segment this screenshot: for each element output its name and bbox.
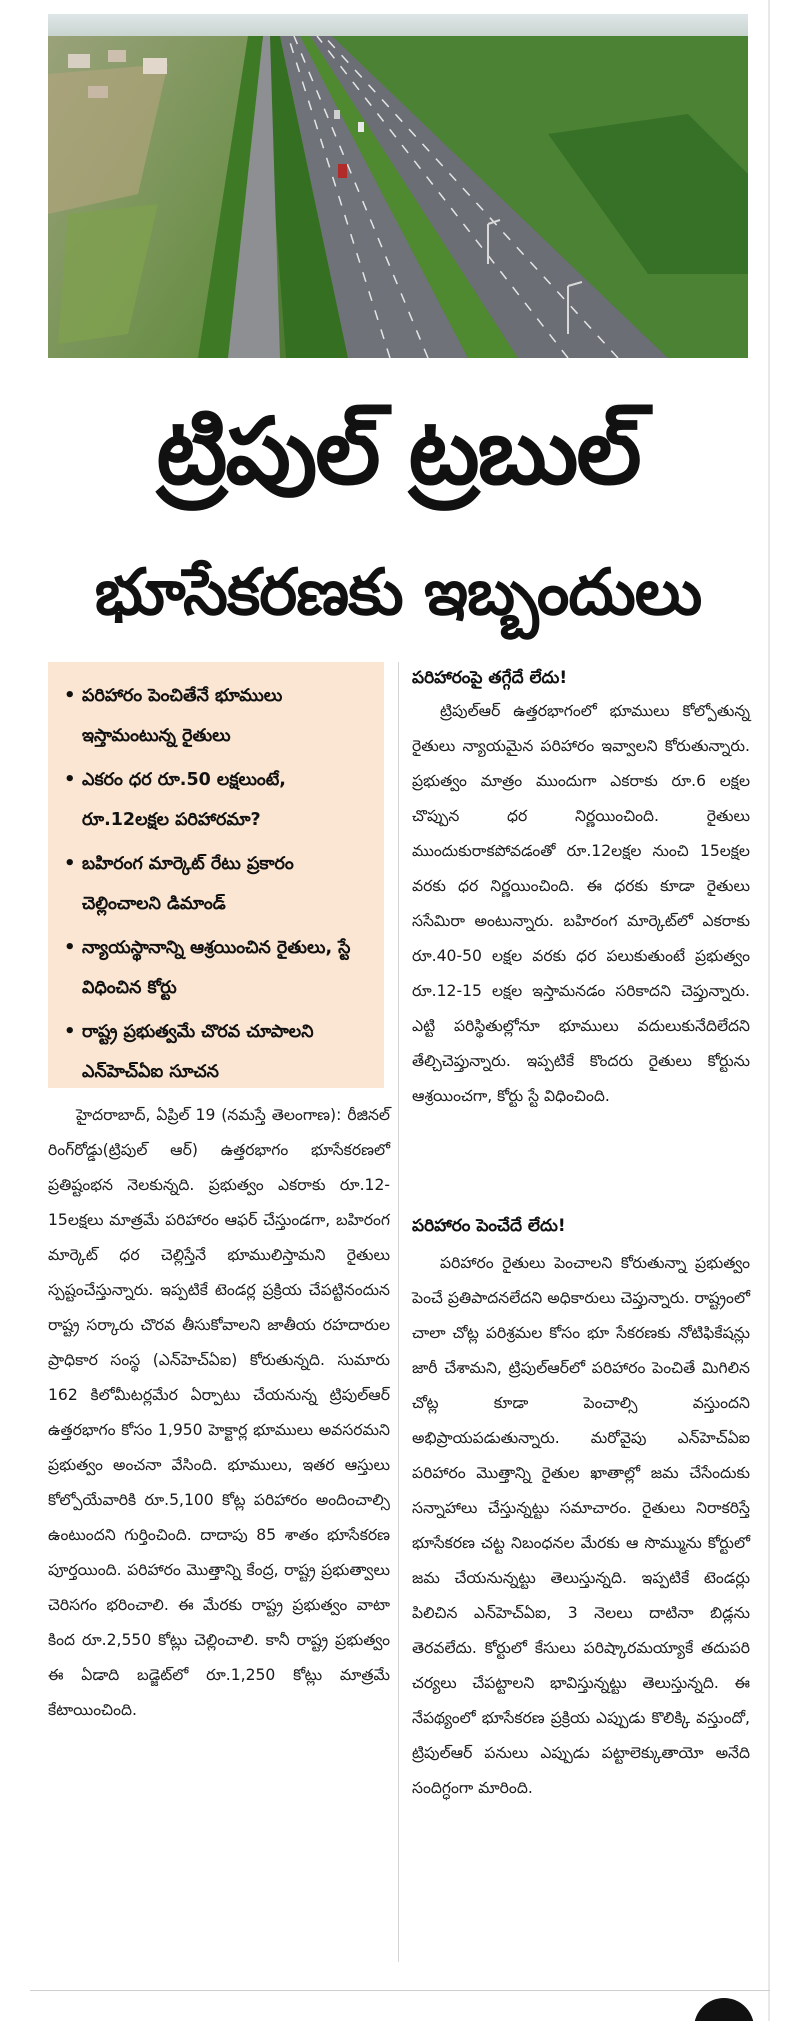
left-column-paragraph: హైదరాబాద్, ఏప్రిల్ 19 (నమస్తే తెలంగాణ): రీజినల్ రింగ్‌రోడ్డు(ట్రిపుల్ ఆర్) ఉత్తరభాగం భూసేకరణలో ప్రతిష్టంభన నెలకున్నది. ప్రభుత్వం ఎకరాకు రూ.12-15లక్షలు మాత్రమే పరిహారం ఆఫర్ చేస్తుండగా, బహిరంగ మార్కెట్ ధర చెల్లిస్తేనే భూములిస్తామని రైతులు స్పష్టంచేస్తున్నారు. ఇప్పటికే టెండర్ల ప్రక్రియ చేపట్టినందున రాష్ట్ర సర్కారు చొరవ తీసుకోవాలని జాతీయ రహదారుల ప్రాధికార సంస్థ (ఎన్‌హెచ్ఏఐ) కోరుతున్నది. సుమారు 162 కిలోమీటర్లమేర ఏర్పాటు చేయనున్న ట్రిపుల్‌ఆర్ ఉత్తరభాగం కోసం 1,950 హెక్టార్ల భూములు అవసరమని ప్రభుత్వం అంచనా వేసింది. భూములు, ఇతర ఆస్తులు కోల్పోయేవారికి రూ.5,100 కోట్ల పరిహారం అందించాల్సి ఉంటుందని గుర్తించింది. దాదాపు 85 శాతం భూసేకరణ పూర్తయింది. పరిహారం మొత్తాన్ని కేంద్ర, రాష్ట్ర ప్రభుత్వాలు చెరిసగం భరించాలి. ఈ మేరకు రాష్ట్ర ప్రభుత్వం వాటా కింద రూ.2,550 కోట్లు చెల్లించాలి. కానీ రాష్ట్ర ప్రభుత్వం ఈ ఏడాది బడ్జెట్‌లో రూ.1,250 కోట్లు మాత్రమే కేటాయించింది. <box>48 1106 390 1719</box>
right-section-2-paragraph: పరిహారం రైతులు పెంచాలని కోరుతున్నా ప్రభుత్వం పెంచే ప్రతిపాదనలేదని అధికారులు చెప్తున్నారు. రాష్ట్రంలో చాలా చోట్ల పరిశ్రమల కోసం భూ సేకరణకు నోటిఫికేషన్లు జారీ చేశామని, ట్రిపుల్‌ఆర్‌లో పరిహారం పెంచితే మిగిలిన చోట్ల కూడా పెంచాల్సి వస్తుందని అభిప్రాయపడుతున్నారు. మరోవైపు ఎన్‌హెచ్ఏఐ పరిహారం మొత్తాన్ని రైతుల ఖాతాల్లో జమ చేసేందుకు సన్నాహాలు చేస్తున్నట్టు సమాచారం. రైతులు నిరాకరిస్తే భూసేకరణ చట్ట నిబంధనల మేరకు ఆ సొమ్మును కోర్టులో జమ చేయనున్నట్టు తెలుస్తున్నది. ఇప్పటికే టెండర్లు పిలిచిన ఎన్‌హెచ్ఏఐ, 3 నెలలు దాటినా బిడ్లను తెరవలేదు. కోర్టులో కేసులు పరిష్కారమయ్యాకే తదుపరి చర్యలు చేపట్టాలని భావిస్తున్నట్టు తెలుస్తున్నది. ఈ నేపథ్యంలో భూసేకరణ ప్రక్రియ ఎప్పుడు కొలిక్కి వస్తుందో, ట్రిపుల్‌ఆర్ పనులు ఎప్పుడు పట్టాలెక్కుతాయో అనేది సందిగ్ధంగా మారింది. <box>412 1254 750 1797</box>
highway-aerial-photo <box>48 14 748 358</box>
column-divider <box>398 662 399 1962</box>
left-column-body <box>48 1098 390 1728</box>
highlight-item: • రాష్ట్ర ప్రభుత్వమే చొరవ చూపాలని ఎన్‌హెచ్‌ఏఐ సూచన <box>62 1012 374 1092</box>
highway-photo-illustration <box>48 14 748 358</box>
highlight-item: • ఎకరం ధర రూ.50 లక్షలుంటే, రూ.12లక్షల పరిహారమా? <box>62 760 374 840</box>
corner-logo-mark <box>694 1998 754 2021</box>
right-column-section-1 <box>412 694 750 1114</box>
subhead-compensation-no-reduction: పరిహారంపై తగ్గేదే లేదు! <box>412 668 568 688</box>
page-edge <box>768 0 770 2021</box>
bullet-icon: • <box>64 769 76 790</box>
highlight-item: • పరిహారం పెంచితేనే భూములు ఇస్తామంటున్న రైతులు <box>62 676 374 756</box>
highlights-box <box>48 662 384 1088</box>
highlight-item: • న్యాయస్థానాన్ని ఆశ్రయించిన రైతులు, స్టే విధించిన కోర్టు <box>62 928 374 1008</box>
headline-sub: భూసేకరణకు ఇబ్బందులు <box>94 556 702 630</box>
highlight-item: • బహిరంగ మార్కెట్ రేటు ప్రకారం చెల్లించాలని డిమాండ్ <box>62 844 374 924</box>
bullet-icon: • <box>64 853 76 874</box>
subhead-compensation-no-increase: పరిహారం పెంచేదే లేదు! <box>412 1216 566 1236</box>
headline-main: ట్రిపుల్ ట్రబుల్ <box>156 398 640 505</box>
right-column-section-2 <box>412 1246 750 1806</box>
bullet-icon: • <box>64 1021 76 1042</box>
bottom-rule <box>30 1990 770 1991</box>
bullet-icon: • <box>64 685 76 706</box>
right-section-1-paragraph: ట్రిపుల్‌ఆర్ ఉత్తరభాగంలో భూములు కోల్పోతున్న రైతులు న్యాయమైన పరిహారం ఇవ్వాలని కోరుతున్నారు. ప్రభుత్వం మాత్రం ముందుగా ఎకరాకు రూ.6 లక్షల చొప్పున ధర నిర్ణయించింది. రైతులు ముందుకురాకపోవడంతో రూ.12లక్షల నుంచి 15లక్షల వరకు ధర నిర్ణయించింది. ఈ ధరకు కూడా రైతులు ససేమిరా అంటున్నారు. బహిరంగ మార్కెట్‌లో ఎకరాకు రూ.40-50 లక్షల వరకు ధర పలుకుతుంటే ప్రభుత్వం రూ.12-15 లక్షల ఇస్తామనడం సరికాదని చెప్తున్నారు. ఎట్టి పరిస్థితుల్లోనూ భూములు వదులుకునేదిలేదని తేల్చిచెప్తున్నారు. ఇప్పటికే కొందరు రైతులు కోర్టును ఆశ్రయించగా, కోర్టు స్టే విధించింది. <box>412 702 750 1105</box>
bullet-icon: • <box>64 937 76 958</box>
